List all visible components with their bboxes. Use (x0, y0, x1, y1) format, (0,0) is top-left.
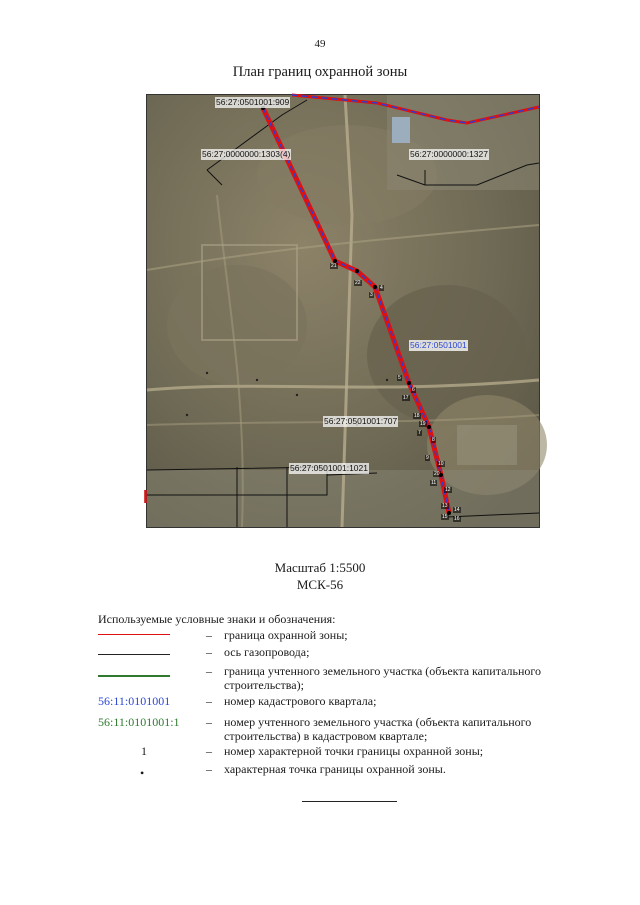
page-title: План границ охранной зоны (232, 64, 408, 80)
point-label: 7 (418, 430, 421, 436)
point-label: 22 (355, 280, 361, 286)
point-label: 16 (454, 516, 460, 522)
legend-desc: граница охранной зоны; (224, 628, 348, 642)
point-label: 8 (432, 437, 435, 443)
point-number-symbol: 1 (141, 744, 147, 758)
zone-border-line-symbol (98, 634, 170, 635)
point-label: 18 (414, 413, 420, 419)
legend-desc: граница учтенного земельного участка (объекта капитального строительства); (224, 664, 542, 692)
page-number: 49 (314, 38, 326, 50)
point-label: 14 (454, 507, 460, 513)
parcel-label-1327: 56:27:0000000:1327 (410, 149, 488, 159)
point-label: 21 (331, 263, 337, 269)
point-label: 12 (445, 487, 451, 493)
gas-axis-line-symbol (98, 654, 170, 655)
point-label: 4 (380, 285, 383, 291)
legend-dash: – (206, 645, 212, 659)
scale-block (0, 559, 640, 593)
point-label: 11 (431, 480, 437, 486)
legend-dash: – (206, 762, 212, 776)
parcel-number-symbol: 56:11:0101001:1 (98, 715, 180, 729)
legend-desc: номер кадастрового квартала; (224, 694, 377, 708)
map-scale: Масштаб 1:5500 (274, 560, 366, 575)
point-label: 5 (398, 375, 401, 381)
point-label: 20 (434, 471, 440, 477)
parcel-label-707: 56:27:0501001:707 (324, 416, 398, 426)
legend-title: Используемые условные знаки и обозначения: (98, 612, 336, 626)
map-image (143, 94, 540, 528)
block-label: 56:27:0501001 (410, 340, 467, 350)
parcel-label-909: 56:27:0501001:909 (216, 97, 290, 107)
legend-dash: – (206, 715, 212, 729)
block-number-symbol: 56:11:0101001 (98, 694, 171, 708)
coordinate-system: МСК-56 (296, 577, 344, 592)
legend-dash: – (206, 744, 212, 758)
parcel-label-1021: 56:27:0501001:1021 (290, 463, 368, 473)
point-label: 15 (442, 514, 448, 520)
legend-desc: номер учтенного земельного участка (объекта капитального строительства) в кадастровом квартале; (224, 715, 532, 743)
point-label: 3 (370, 292, 373, 298)
legend-desc: ось газопровода; (224, 645, 310, 659)
footer-divider (302, 801, 397, 802)
parcel-border-line-symbol (98, 675, 170, 677)
point-label: 17 (403, 395, 409, 401)
point-marker-symbol: • (140, 766, 145, 780)
point-label: 13 (442, 503, 448, 509)
parcel-label-1303: 56:27:0000000:1303(4) (202, 149, 291, 159)
legend-dash: – (206, 664, 212, 678)
point-label: 19 (420, 421, 426, 427)
legend-dash: – (206, 628, 212, 642)
legend-desc: номер характерной точки границы охранной зоны; (224, 744, 484, 758)
legend-dash: – (206, 694, 212, 708)
point-label: 9 (426, 455, 429, 461)
svg-text:I: I (143, 487, 149, 507)
legend-desc: характерная точка границы охранной зоны. (224, 762, 446, 776)
point-label: 6 (412, 387, 415, 393)
point-label: 10 (438, 461, 444, 467)
